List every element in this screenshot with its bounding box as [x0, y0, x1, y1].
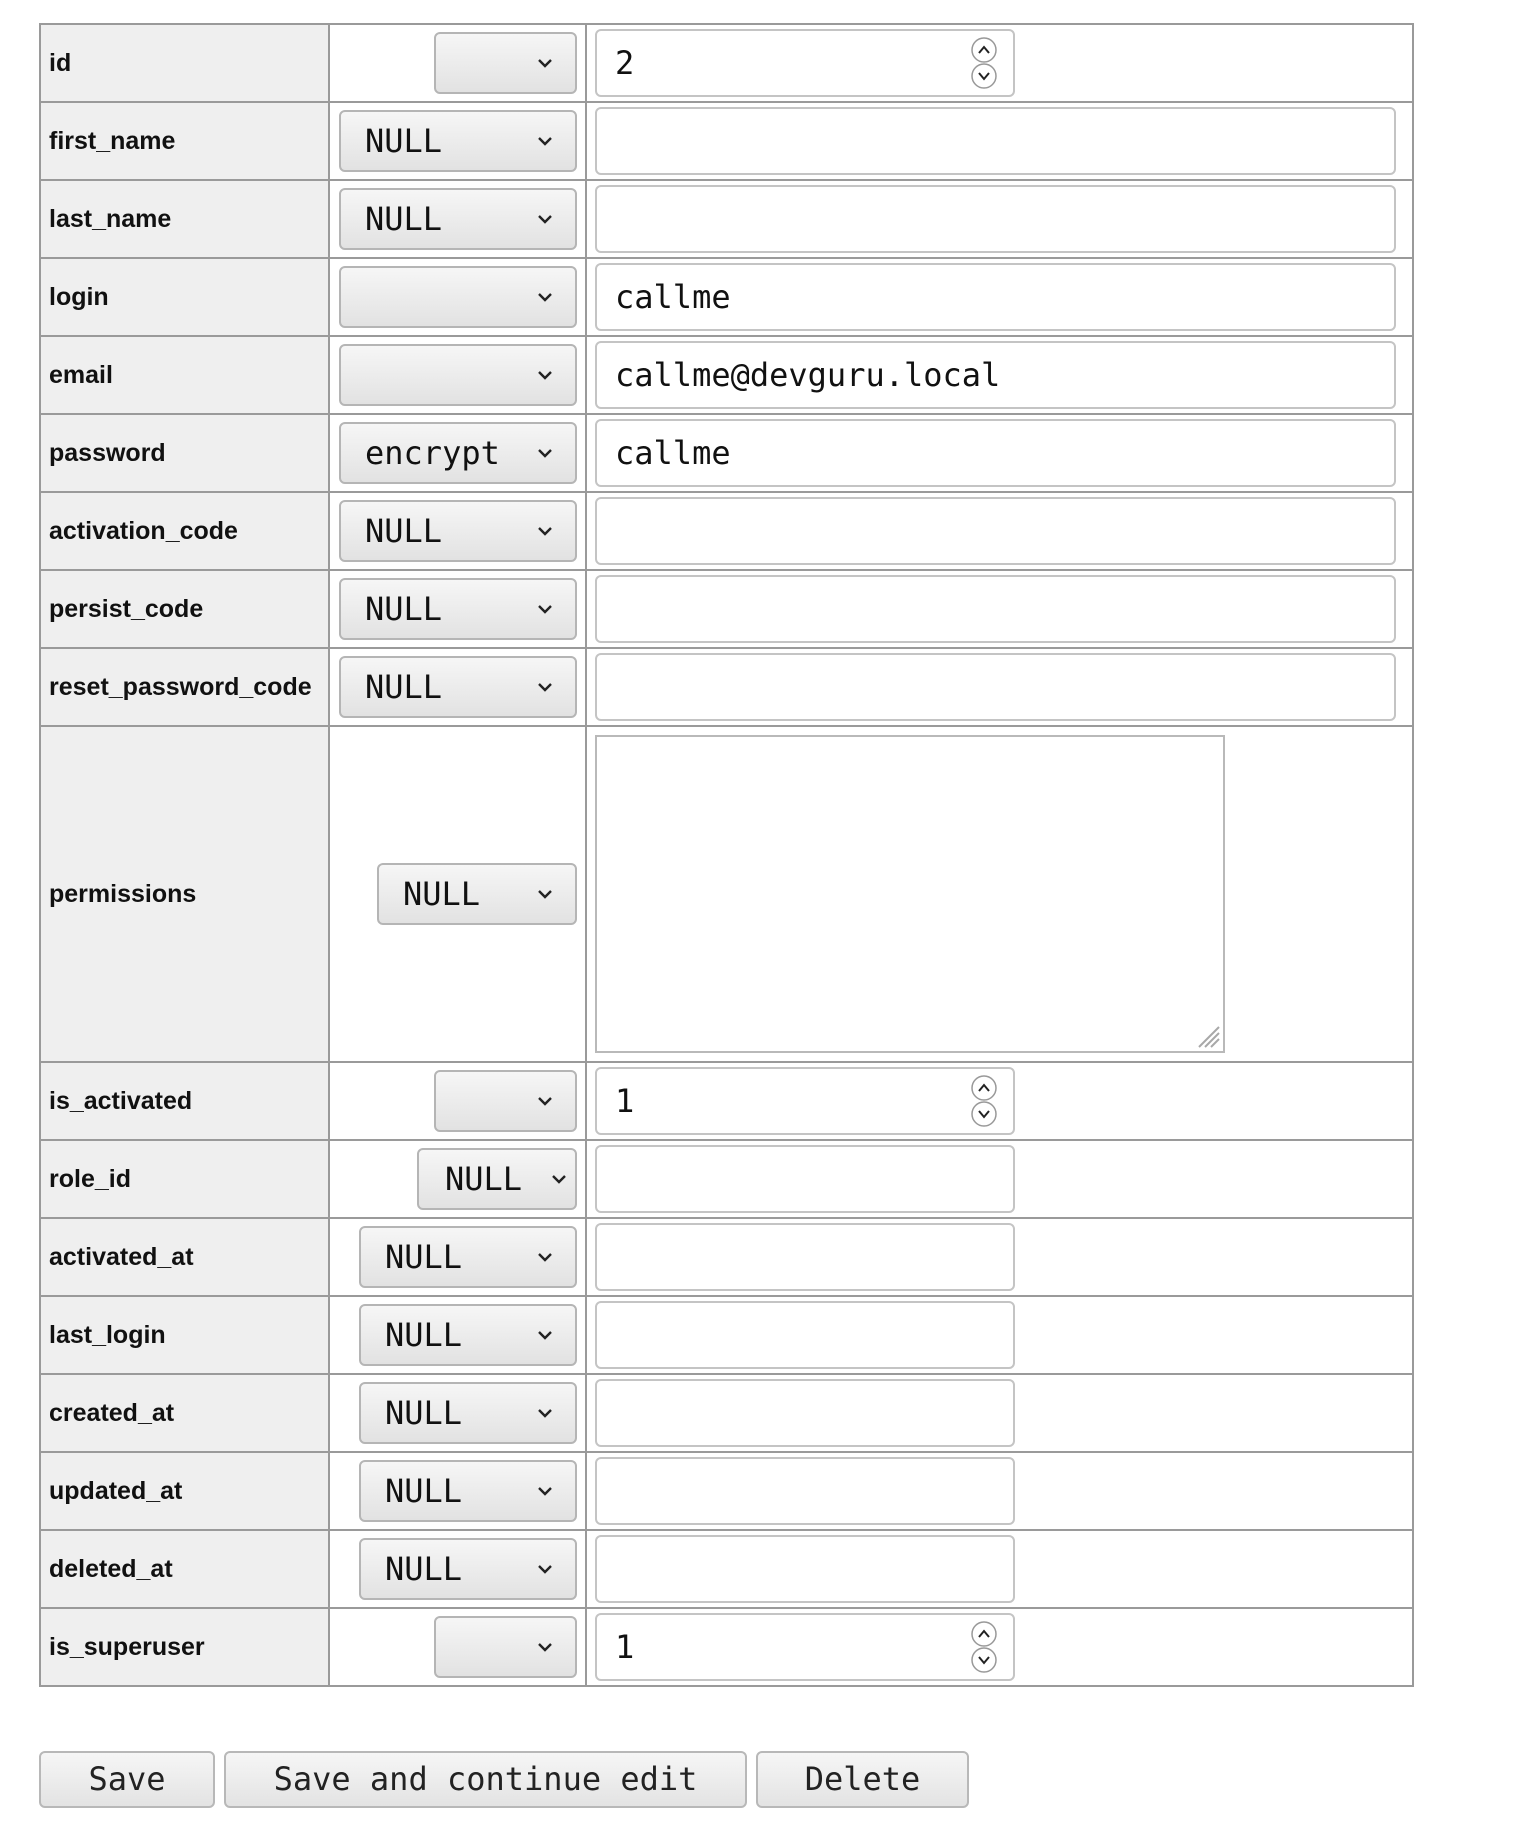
text-input[interactable]	[595, 1535, 1015, 1603]
function-select-value: NULL	[403, 875, 481, 913]
text-input[interactable]	[595, 1457, 1015, 1525]
function-select-value: NULL	[385, 1394, 463, 1432]
field-row-first-name	[40, 102, 1413, 180]
function-select[interactable]	[417, 1148, 577, 1210]
function-select[interactable]	[359, 1226, 577, 1288]
function-select-value: NULL	[385, 1550, 463, 1588]
field-row-is-activated	[40, 1062, 1413, 1140]
function-select-value: encrypt	[365, 434, 500, 472]
function-select[interactable]	[434, 1616, 577, 1678]
chevron-down-icon	[537, 886, 553, 902]
number-input[interactable]	[595, 1067, 1015, 1135]
function-select[interactable]	[339, 500, 577, 562]
function-select-value: NULL	[365, 668, 443, 706]
field-row-id	[40, 24, 1413, 102]
text-input-value: callme	[615, 434, 731, 472]
text-input[interactable]	[595, 419, 1396, 487]
chevron-down-icon	[537, 1639, 553, 1655]
spinner-control[interactable]	[971, 37, 997, 89]
field-row-password	[40, 414, 1413, 492]
field-row-created-at	[40, 1374, 1413, 1452]
chevron-down-icon	[537, 1093, 553, 1109]
field-label: activation_code	[40, 492, 329, 570]
field-label: activated_at	[40, 1218, 329, 1296]
function-select-value: NULL	[385, 1238, 463, 1276]
function-select[interactable]	[434, 1070, 577, 1132]
edit-row-form	[39, 23, 1414, 1687]
text-input[interactable]	[595, 653, 1396, 721]
text-input-value: callme@devguru.local	[615, 356, 1001, 394]
save-and-continue-edit-button[interactable]: Save and continue edit	[224, 1751, 747, 1808]
chevron-down-icon	[537, 133, 553, 149]
chevron-down-icon	[537, 55, 553, 71]
field-row-last-name	[40, 180, 1413, 258]
function-select[interactable]	[434, 32, 577, 94]
field-label: persist_code	[40, 570, 329, 648]
text-input[interactable]	[595, 1223, 1015, 1291]
field-row-activation-code	[40, 492, 1413, 570]
spinner-control[interactable]	[971, 1075, 997, 1127]
function-select-value: NULL	[365, 200, 443, 238]
function-select-value: NULL	[445, 1160, 523, 1198]
chevron-down-icon	[537, 1483, 553, 1499]
chevron-down-icon	[551, 1171, 567, 1187]
field-row-reset-password-code	[40, 648, 1413, 726]
spinner-down-icon[interactable]	[971, 1101, 997, 1127]
text-input[interactable]	[595, 185, 1396, 253]
field-label: login	[40, 258, 329, 336]
chevron-down-icon	[537, 1405, 553, 1421]
function-select[interactable]	[339, 110, 577, 172]
function-select[interactable]	[359, 1538, 577, 1600]
field-label: id	[40, 24, 329, 102]
function-select[interactable]	[377, 863, 577, 925]
spinner-up-icon[interactable]	[971, 1621, 997, 1647]
text-input[interactable]	[595, 497, 1396, 565]
number-input-value: 1	[615, 1628, 635, 1666]
text-input[interactable]	[595, 1301, 1015, 1369]
field-label: deleted_at	[40, 1530, 329, 1608]
text-input[interactable]	[595, 341, 1396, 409]
spinner-up-icon[interactable]	[971, 37, 997, 63]
number-input-value: 1	[615, 1082, 635, 1120]
function-select-value: NULL	[365, 122, 443, 160]
field-label: is_activated	[40, 1062, 329, 1140]
function-select[interactable]	[339, 422, 577, 484]
save-button[interactable]: Save	[39, 1751, 215, 1808]
field-label: is_superuser	[40, 1608, 329, 1686]
field-row-login	[40, 258, 1413, 336]
field-label: role_id	[40, 1140, 329, 1218]
number-input-value: 2	[615, 44, 635, 82]
field-row-persist-code	[40, 570, 1413, 648]
spinner-control[interactable]	[971, 1621, 997, 1673]
text-input[interactable]	[595, 1145, 1015, 1213]
chevron-down-icon	[537, 679, 553, 695]
field-row-updated-at	[40, 1452, 1413, 1530]
function-select-value: NULL	[365, 512, 443, 550]
text-input[interactable]	[595, 107, 1396, 175]
function-select[interactable]	[339, 188, 577, 250]
function-select-value: NULL	[365, 590, 443, 628]
field-label: email	[40, 336, 329, 414]
chevron-down-icon	[537, 1327, 553, 1343]
text-input[interactable]	[595, 1379, 1015, 1447]
chevron-down-icon	[537, 445, 553, 461]
field-row-activated-at	[40, 1218, 1413, 1296]
field-label: permissions	[40, 726, 329, 1062]
function-select[interactable]	[339, 656, 577, 718]
field-label: reset_password_code	[40, 648, 329, 726]
spinner-up-icon[interactable]	[971, 1075, 997, 1101]
spinner-down-icon[interactable]	[971, 63, 997, 89]
function-select[interactable]	[359, 1460, 577, 1522]
field-label: last_login	[40, 1296, 329, 1374]
text-input-value: callme	[615, 278, 731, 316]
field-label: last_name	[40, 180, 329, 258]
delete-button[interactable]: Delete	[756, 1751, 969, 1808]
chevron-down-icon	[537, 367, 553, 383]
field-label: first_name	[40, 102, 329, 180]
number-input[interactable]	[595, 29, 1015, 97]
chevron-down-icon	[537, 289, 553, 305]
permissions-textarea[interactable]	[595, 735, 1225, 1053]
field-row-last-login	[40, 1296, 1413, 1374]
field-row-email	[40, 336, 1413, 414]
spinner-down-icon[interactable]	[971, 1647, 997, 1673]
field-row-deleted-at	[40, 1530, 1413, 1608]
chevron-down-icon	[537, 601, 553, 617]
function-select-value: NULL	[385, 1316, 463, 1354]
number-input[interactable]	[595, 1613, 1015, 1681]
field-row-is-superuser	[40, 1608, 1413, 1686]
chevron-down-icon	[537, 211, 553, 227]
resize-grip-icon[interactable]	[1193, 1021, 1221, 1049]
field-label: updated_at	[40, 1452, 329, 1530]
function-select[interactable]	[359, 1382, 577, 1444]
field-label: created_at	[40, 1374, 329, 1452]
function-select[interactable]	[339, 344, 577, 406]
function-select[interactable]	[359, 1304, 577, 1366]
field-row-role-id	[40, 1140, 1413, 1218]
function-select[interactable]	[339, 578, 577, 640]
text-input[interactable]	[595, 575, 1396, 643]
function-select[interactable]	[339, 266, 577, 328]
chevron-down-icon	[537, 1249, 553, 1265]
chevron-down-icon	[537, 523, 553, 539]
text-input[interactable]	[595, 263, 1396, 331]
field-row-permissions	[40, 726, 1413, 1062]
chevron-down-icon	[537, 1561, 553, 1577]
field-label: password	[40, 414, 329, 492]
function-select-value: NULL	[385, 1472, 463, 1510]
